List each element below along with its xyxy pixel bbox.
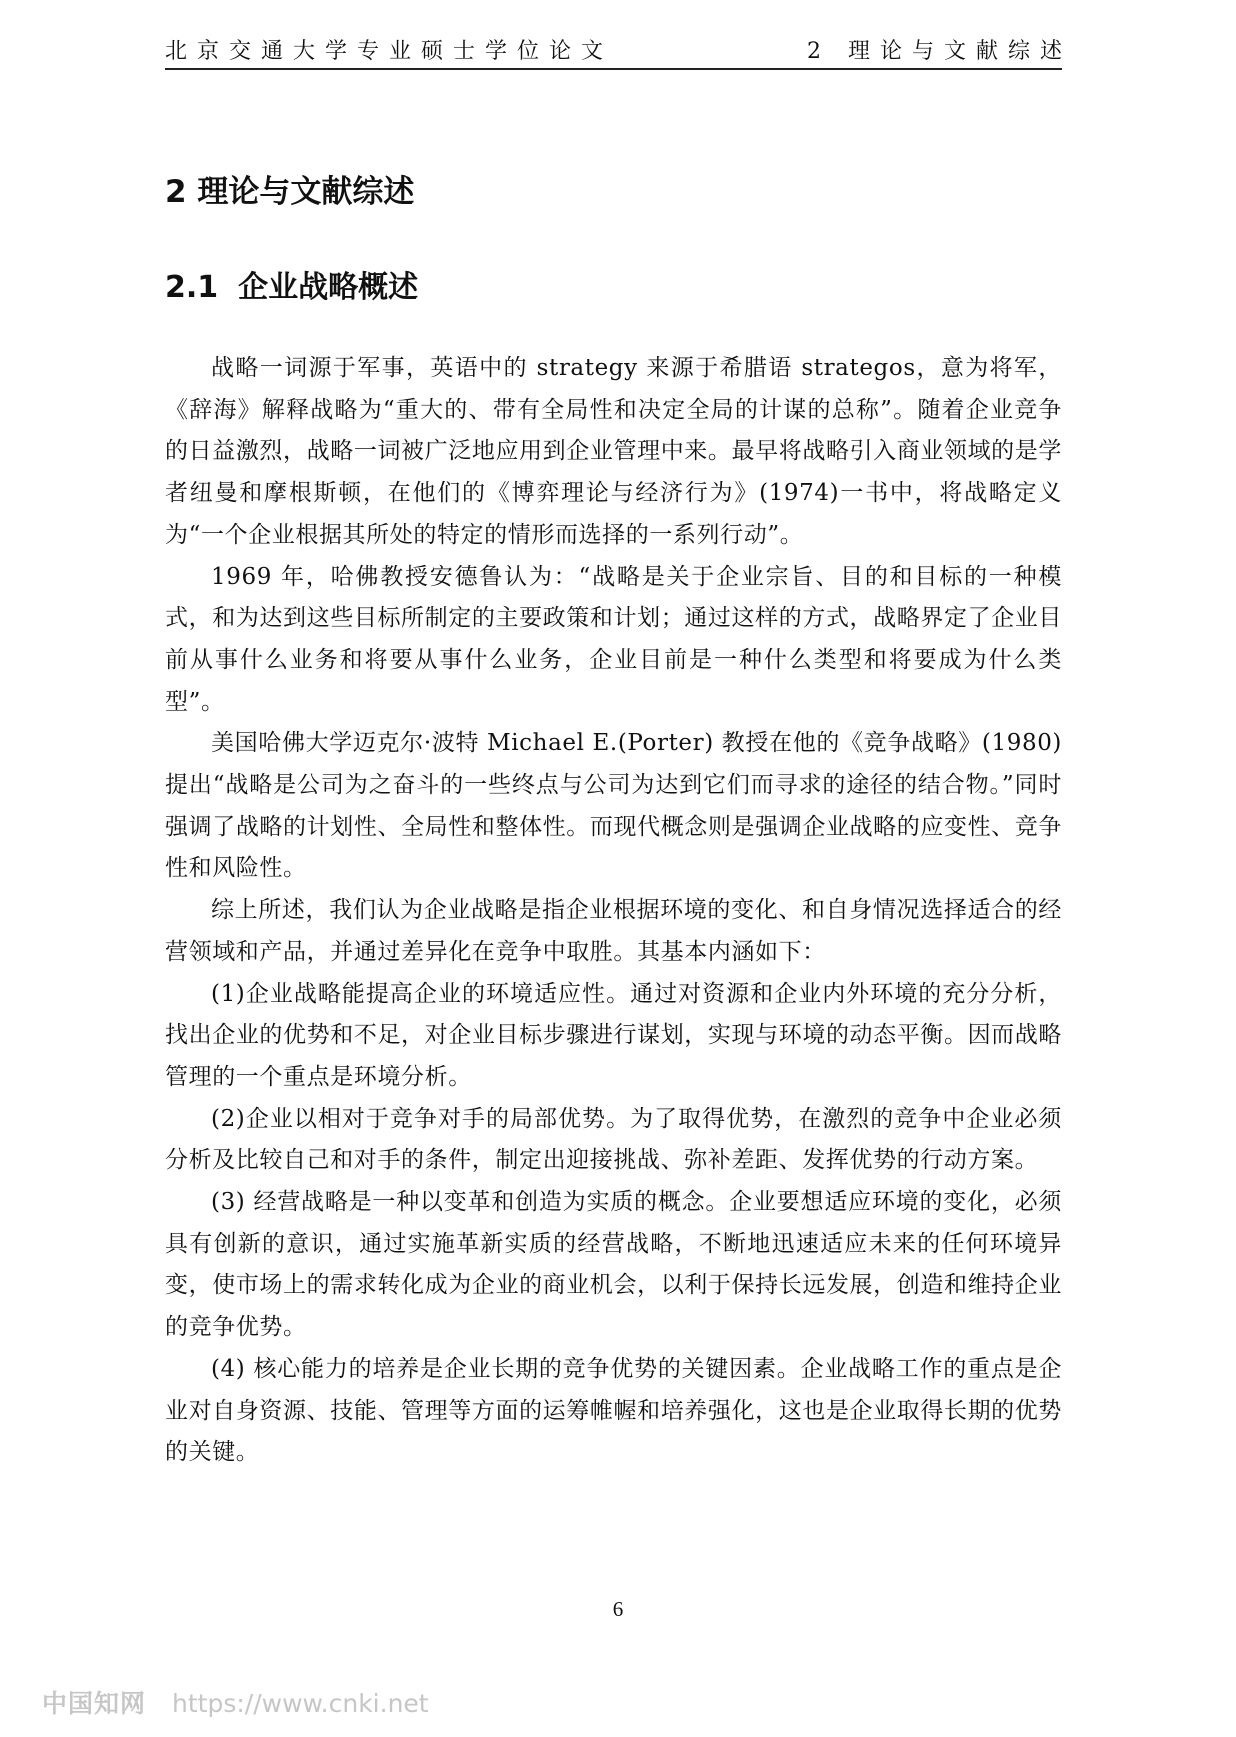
paragraph-summary: 综上所述，我们认为企业战略是指企业根据环境的变化、和自身情况选择适合的经营领域和产品，并通过差异化在竞争中取胜。其基本内涵如下： — [165, 897, 1062, 965]
cnki-watermark — [42, 1686, 429, 1722]
chapter-title: 2 理论与文献综述 — [165, 174, 415, 210]
paragraph-point-4: (4) 核心能力的培养是企业长期的竞争优势的关键因素。企业战略工作的重点是企业对自身资源、技能、管理等方面的运筹帷幄和培养强化，这也是企业取得长期的优势的关键。 — [165, 1355, 1062, 1466]
header-chapter-title: 2 理论与文献综述 — [807, 39, 1072, 64]
paragraph-point-2: (2)企业以相对于竞争对手的局部优势。为了取得优势，在激烈的竞争中企业必须分析及比较自己和对手的条件，制定出迎接挑战、弥补差距、发挥优势的行动方案。 — [165, 1105, 1062, 1174]
header-thesis-title: 北京交通大学专业硕士学位论文 — [165, 39, 614, 64]
body-text — [165, 348, 1062, 1474]
paragraph-porter-definition: 美国哈佛大学迈克尔·波特 Michael E.(Porter) 教授在他的《竞争战略》(1980)提出“战略是公司为之奋斗的一些终点与公司为达到它们而寻求的途径的结合物。”同时强调了战略的计划性、全局性和整体性。而现代概念则是强调企业战略的应变性、竞争性和风险性。 — [165, 730, 1062, 882]
running-header — [165, 36, 1072, 70]
paragraph-andrews-definition: 1969 年，哈佛教授安德鲁认为：“战略是关于企业宗旨、目的和目标的一种模式，和为达到这些目标所制定的主要政策和计划；通过这样的方式，战略界定了企业目前从事什么业务和将要从事什么业务，企业目前是一种什么类型和将要成为什么类型”。 — [165, 563, 1062, 715]
section-heading-text: 企业战略概述 — [238, 270, 419, 305]
section-number: 2.1 — [165, 270, 219, 305]
paragraph-point-3: (3) 经营战略是一种以变革和创造为实质的概念。企业要想适应环境的变化，必须具有创新的意识，通过实施革新实质的经营战略，不断地迅速适应未来的任何环境异变，使市场上的需求转化成为企业的商业机会，以利于保持长远发展，创造和维持企业的竞争优势。 — [165, 1189, 1062, 1341]
paragraph-point-1: (1)企业战略能提高企业的环境适应性。通过对资源和企业内外环境的充分分析，找出企业的优势和不足，对企业目标步骤进行谋划，实现与环境的动态平衡。因而战略管理的一个重点是环境分析。 — [165, 980, 1062, 1090]
cnki-url: https://www.cnki.net — [172, 1689, 429, 1718]
section-title — [165, 268, 418, 308]
cnki-logo: 中国知网 — [42, 1689, 147, 1718]
page-number: 6 — [612, 1597, 624, 1621]
paragraph-strategy-origin: 战略一词源于军事，英语中的 strategy 来源于希腊语 strategos，意为将军，《辞海》解释战略为“重大的、带有全局性和决定全局的计谋的总称”。随着企业竞争的日益激烈，战略一词被广泛地应用到企业管理中来。最早将战略引入商业领域的是学者纽曼和摩根斯顿，在他们的《博弈理论与经济行为》(1974)一书中，将战略定义为“一个企业根据其所处的特定的情形而选择的一系列行动”。 — [165, 355, 1062, 548]
